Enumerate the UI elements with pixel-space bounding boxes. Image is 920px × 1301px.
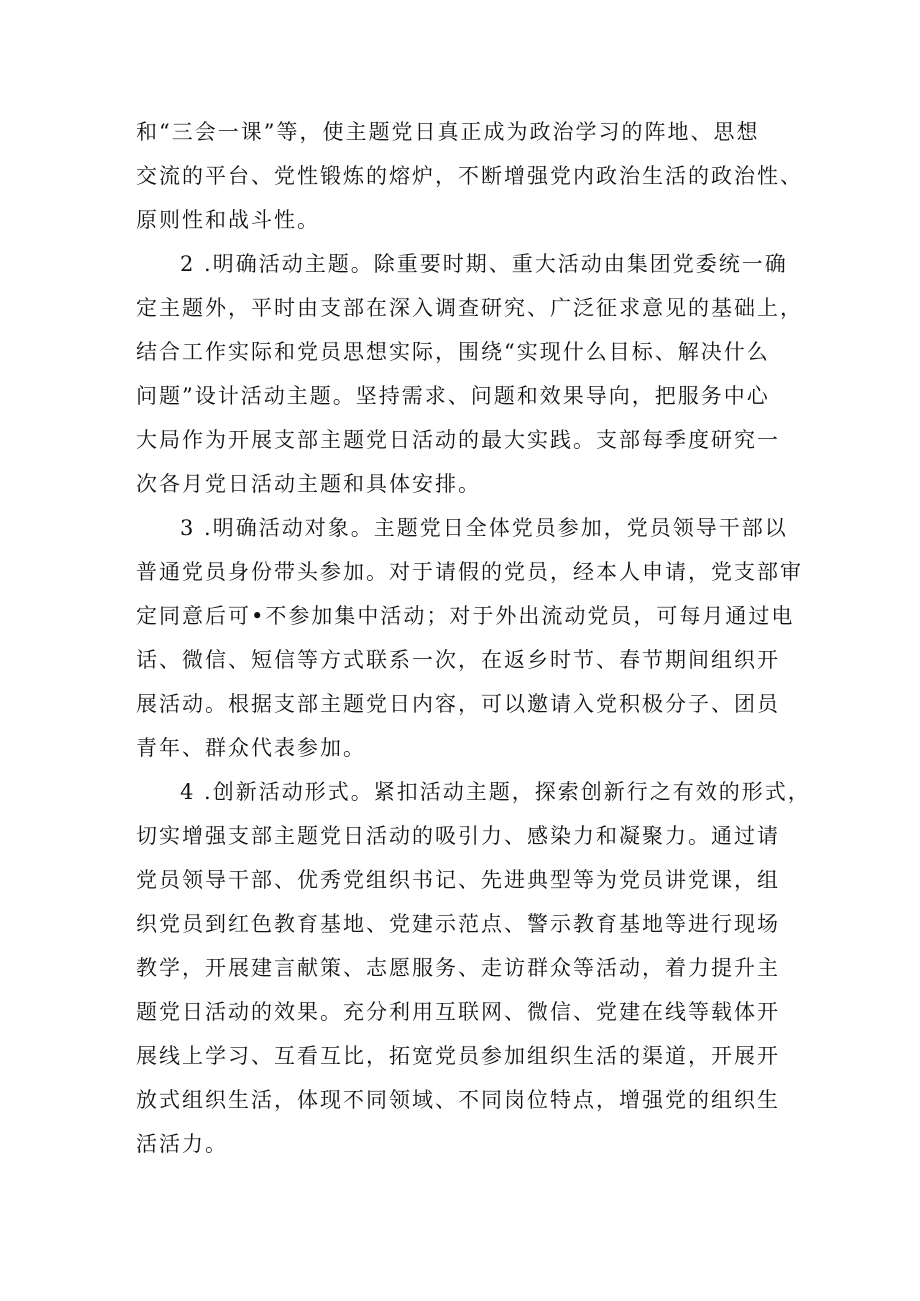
paragraph-item-4 [136,770,811,1166]
text-line: 定同意后可•不参加集中活动；对于外出流动党员，可每月通过电 [136,604,795,628]
paragraph-item-2 [136,242,803,506]
text-line: 次各月党日活动主题和具体安排。 [136,472,481,496]
text-line: 普通党员身份带头参加。对于请假的党员，经本人申请，党支部审 [136,560,803,584]
text-line: 展活动。根据支部主题党日内容，可以邀请入党积极分子、团员 [136,692,780,716]
text-line: 织党员到红色教育基地、党建示范点、警示教育基地等进行现场 [136,912,780,936]
text-line: 话、微信、短信等方式联系一次，在返乡时节、春节期间组织开 [136,648,780,672]
text-line: 活活力。 [136,1132,228,1156]
text-line: 结合工作实际和党员思想实际，围绕“实现什么目标、解决什么 [136,340,770,364]
text-line: 题党日活动的效果。充分利用互联网、微信、党建在线等载体开 [136,1000,780,1024]
text-line: 教学，开展建言献策、志愿服务、走访群众等活动，着力提升主 [136,956,780,980]
text-line: 和“三会一课”等，使主题党日真正成为政治学习的阵地、思想 [136,120,760,144]
text-line: 2 .明确活动主题。除重要时期、重大活动由集团党委统一确 [180,252,788,276]
paragraph-continuation [136,110,803,242]
text-line: 展线上学习、互看互比，拓宽党员参加组织生活的渠道，开展开 [136,1044,780,1068]
text-line: 3 .明确活动对象。主题党日全体党员参加，党员领导干部以 [180,516,788,540]
text-line: 青年、群众代表参加。 [136,736,366,760]
text-line: 党员领导干部、优秀党组织书记、先进典型等为党员讲党课，组 [136,868,780,892]
text-line: 4 .创新活动形式。紧扣活动主题，探索创新行之有效的形式， [180,780,811,804]
document-body [136,110,811,1166]
text-line: 定主题外，平时由支部在深入调查研究、广泛征求意见的基础上， [136,296,803,320]
text-line: 大局作为开展支部主题党日活动的最大实践。支部每季度研究一 [136,428,780,452]
text-line: 切实增强支部主题党日活动的吸引力、感染力和凝聚力。通过请 [136,824,780,848]
text-line: 原则性和战斗性。 [136,208,320,232]
text-line: 问题”设计活动主题。坚持需求、问题和效果导向，把服务中心 [136,384,770,408]
text-line: 放式组织生活，体现不同领域、不同岗位特点，增强党的组织生 [136,1088,780,1112]
paragraph-item-3 [136,506,803,770]
text-line: 交流的平台、党性锻炼的熔炉，不断增强党内政治生活的政治性、 [136,164,803,188]
